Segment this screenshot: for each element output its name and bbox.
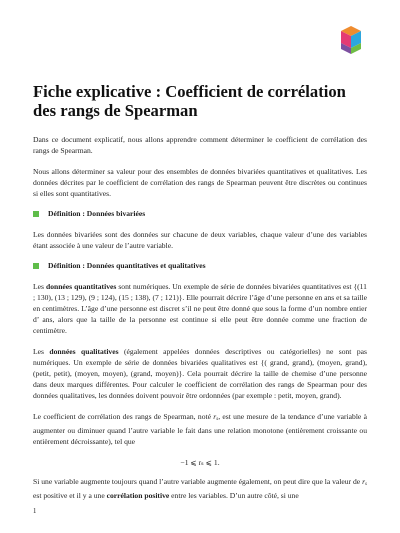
coefficient-text-1: Le coefficient de corrélation des rangs de Spearman, noté [33, 412, 214, 421]
positive-variable-r: r [362, 477, 366, 486]
qualitative-lead: Les [33, 347, 50, 356]
page-number: 1 [33, 508, 37, 515]
document-content [33, 82, 367, 501]
positive-subscript-s: s [365, 482, 367, 487]
qualitative-paragraph [33, 346, 367, 401]
positive-correlation-term: corrélation positive [106, 491, 170, 500]
positive-text-1: Si une variable augmente toujours quand l’autre variable augmente également, on peut dire que la valeur de [33, 477, 363, 486]
quantitative-term: données quantitatives [45, 282, 117, 291]
definition-quant-qual-title: Définition : Données quantitatives et qualitatives [48, 261, 206, 270]
quantitative-lead: Les [33, 282, 46, 291]
green-square-icon [33, 211, 39, 217]
qualitative-body: (également appelées données descriptives ou catégorielles) ne sont pas numériques. Un exemple de série de données bivariées qualitatives est {( grand, grand), (moyen, grand), (petit, petit), (moyen, moyen), (grand, moyen)}. Cela pourrait décrire la taille de chemise d’une personne dans deux marques différentes. Pour calculer le coefficient de corrélation des rangs de Spearman pour des données qualitatives, les données doivent pouvoir être ordonnées (par exemple : petit, moyen, grand). [33, 347, 367, 400]
spearman-coefficient-paragraph [33, 411, 367, 447]
definition-quant-qual-heading [33, 261, 367, 271]
intro-paragraph-2: Nous allons déterminer sa valeur pour des ensembles de données bivariées quantitatives et qualitatives. Les données décrites par le coefficient de corrélation des rangs de Spearman peuvent être discrètes ou continues si elles sont quantitatives. [33, 167, 367, 198]
qualitative-term: données qualitatives [49, 347, 119, 356]
positive-text-3: entre les variables. D’un autre côté, si une [169, 491, 299, 500]
coefficient-subscript-s: s [216, 417, 219, 422]
definition-bivariate-body: Les données bivariées sont des données sur chacune de deux variables, chaque valeur d’une des variables étant associée à une valeur de l’autre variable. [33, 230, 367, 250]
quantitative-paragraph [33, 281, 367, 336]
quantitative-body: sont numériques. Un exemple de série de données bivariées quantitatives est {(11 ; 130), (13 ; 129), (9 ; 124), (15 ; 138), (7 ; 121)}. Elle pourrait décrire l’âge d’une personne en ans et sa taille en centimètres. L’âge d’une personne est discret s’il ne peut être donné que sous la forme d’un nombre entier d’ ans, alors que la taille de la personne est continue si elle peut être donnée comme une fraction de centimètre. [33, 282, 367, 335]
positive-text-2: est positive et il y a une [33, 491, 107, 500]
page-title: Fiche explicative : Coefficient de corrélation des rangs de Spearman [33, 82, 346, 120]
coefficient-variable-r: r [213, 412, 217, 421]
definition-bivariate-heading [33, 209, 367, 219]
definition-bivariate-title: Définition : Données bivariées [48, 209, 146, 218]
nagwa-logo-icon [335, 26, 367, 54]
intro-paragraph-1: Dans ce document explicatif, nous allons apprendre comment déterminer le coefficient de corrélation des rangs de Spearman. [33, 135, 367, 155]
coefficient-text-2: , est une mesure de la tendance d’une variable à augmenter ou diminuer quand l’autre variable le fait dans une relation monotone (entièrement croissante ou entièrement décroissante), tel que [33, 412, 367, 446]
spearman-bounds-formula: −1 ⩽ rₛ ⩽ 1. [180, 458, 220, 467]
positive-correlation-paragraph [33, 476, 367, 501]
green-square-icon [33, 263, 39, 269]
